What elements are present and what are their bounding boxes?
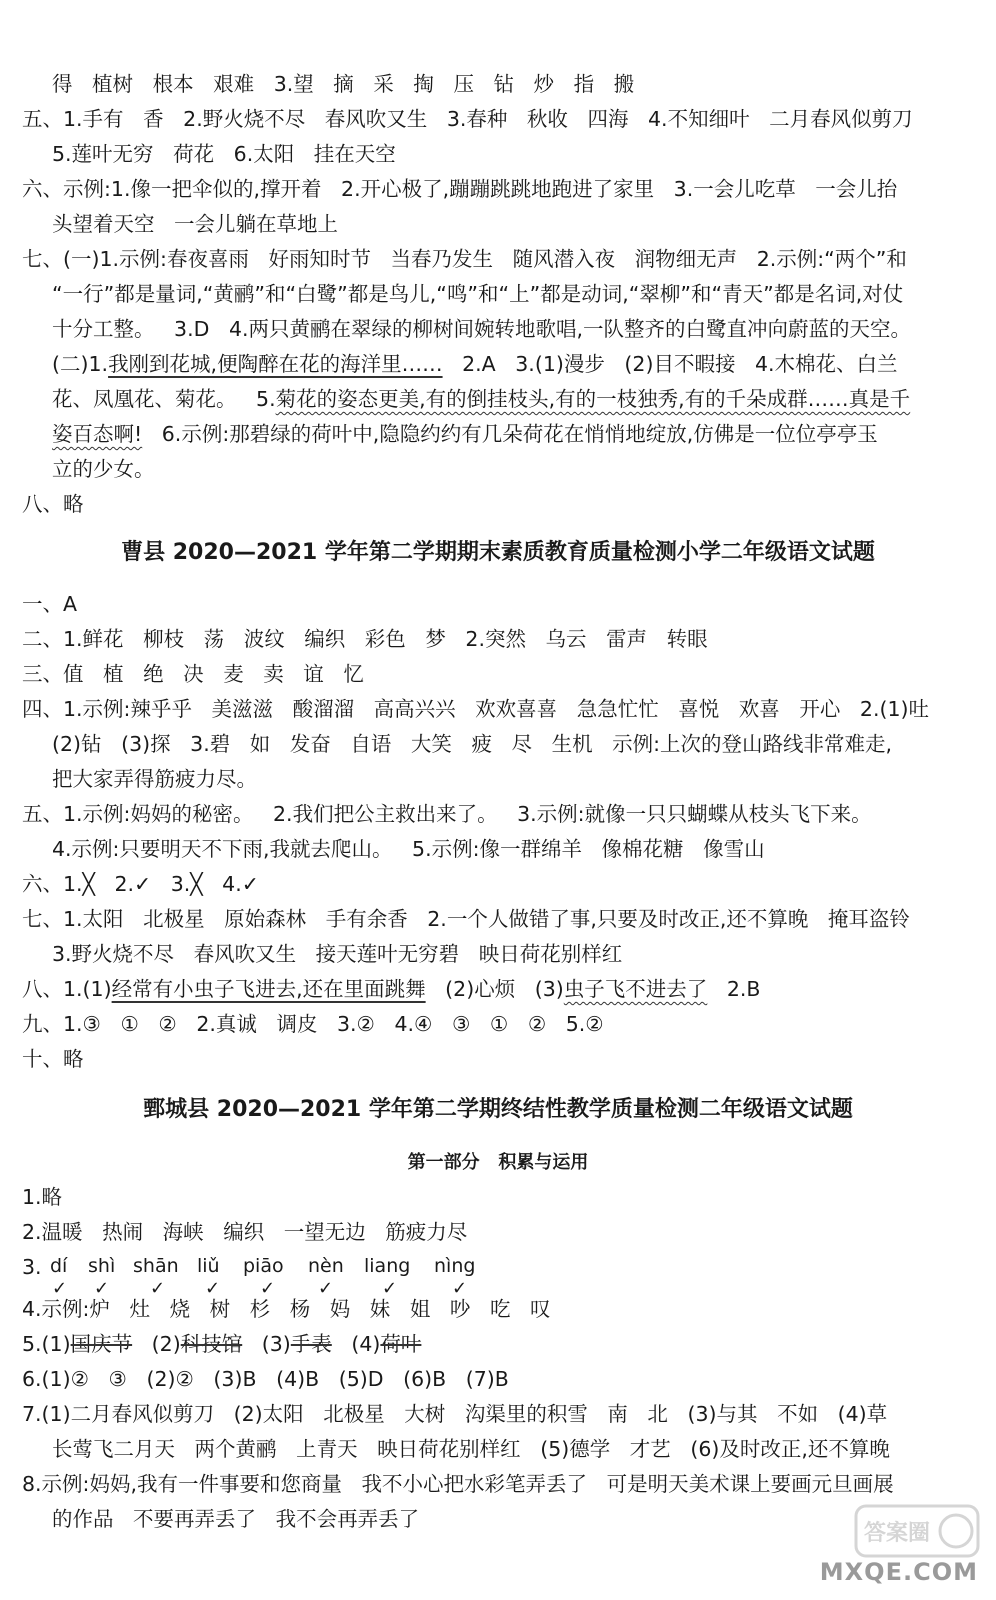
text-line: 1.略 [22,1185,63,1209]
text-segment: (2) [132,1332,181,1356]
check-mark-icon: ✓ [382,1278,398,1299]
text-line: 的作品 不要再弄丢了 我不会再弄丢了 [52,1507,420,1531]
text-segment: 5.(1) [22,1332,71,1356]
text-line: “一行”都是量词,“黄鹂”和“白鹭”都是鸟儿,“鸣”和“上”都是动词,“翠柳”和“青天”都是名词,对仗 [52,282,904,306]
text-line: 七、(一)1.示例:春夜喜雨 好雨知时节 当春乃发生 随风潜入夜 润物细无声 2.示例:“两个”和 [22,247,907,271]
text-line: 一、A [22,592,78,616]
watermark-logo-text: 答案圈 [864,1521,931,1546]
text-line [52,352,898,376]
text-line: 十、略 [22,1047,84,1071]
text-line: 六、1.╳ 2.✓ 3.╳ 4.✓ [22,872,259,896]
text-segment: 花、凤凰花、菊花。 5. [52,387,276,411]
text-segment: (4) [331,1332,381,1356]
text-segment: 6.示例:那碧绿的荷叶中,隐隐约约有几朵荷花在悄悄地绽放,仿佛是一位位亭亭玉 [142,422,878,446]
text-line [52,422,878,446]
text-line: 5.莲叶无穷 荷花 6.太阳 挂在天空 [52,142,396,166]
text-line: 立的少女。 [52,457,155,481]
check-mark-icon: ✓ [52,1278,68,1299]
text-line: 九、1.③ ① ② 2.真诚 调皮 3.② 4.④ ③ ① ② 5.② [22,1012,604,1036]
text-line: 二、1.鲜花 柳枝 荡 波纹 编织 彩色 梦 2.突然 乌云 雷声 转眼 [22,627,708,651]
wavy-underlined-answer: 虫子飞不进去了 [563,977,708,1001]
check-mark-icon: ✓ [205,1278,221,1299]
underlined-answer: 我刚到花城,便陶醉在花的海洋里…… [108,352,443,376]
text-line: 头望着天空 一会儿躺在草地上 [52,212,339,236]
text-line [22,977,760,1001]
section-subtitle: 第一部分 积累与运用 [407,1152,589,1173]
section-title: 曹县 2020—2021 学年第二学期期末素质教育质量检测小学二年级语文试题 [121,540,875,565]
text-line: (2)钻 (3)探 3.碧 如 发奋 自语 大笑 疲 尽 生机 示例:上次的登山路线非常难走, [52,732,893,756]
text-segment: (3) [242,1332,291,1356]
text-line: 四、1.示例:辣乎乎 美滋滋 酸溜溜 高高兴兴 欢欢喜喜 急急忙忙 喜悦 欢喜 开心 2.(1)吐 [22,697,930,721]
check-mark-icon: ✓ [260,1278,276,1299]
wavy-underlined-answer: 菊花的姿态更美,有的倒挂枝头,有的一枝独秀,有的千朵成群……真是千 [275,387,911,411]
text-line: 长莺飞二月天 两个黄鹂 上青天 映日荷花别样红 (5)德学 才艺 (6)及时改正,还不算晚 [52,1437,890,1461]
text-line: 3.野火烧不尽 春风吹又生 接天莲叶无穷碧 映日荷花别样红 [52,942,623,966]
wavy-underlined-answer: 姿百态啊! [52,422,143,446]
text-line [52,387,910,411]
check-mark-icon: ✓ [452,1278,468,1299]
text-line: 得 植树 根本 艰难 3.望 摘 采 掏 压 钻 炒 指 搬 [52,72,635,96]
check-mark-icon: ✓ [94,1278,110,1299]
text-line: 4.示例:炉 灶 烧 树 杉 杨 妈 妹 姐 吵 吃 叹 [22,1297,551,1321]
text-line: 七、1.太阳 北极星 原始森林 手有余香 2.一个人做错了事,只要及时改正,还不算晚 掩耳盗铃 [22,907,910,931]
pinyin: piāo [243,1255,284,1277]
pinyin: nìng [434,1255,476,1277]
text-segment: 2.B [707,977,761,1001]
pinyin: liang [364,1255,411,1277]
text-segment: (二)1. [52,352,109,376]
text-segment: 八、1.(1) [22,977,112,1001]
text-line: 8.示例:妈妈,我有一件事要和您商量 我不小心把水彩笔弄丢了 可是明天美术课上要画元旦画展 [22,1472,894,1496]
struck-word: 荷叶 [380,1332,422,1356]
text-segment: 2.A 3.(1)漫步 (2)目不暇接 4.木棉花、白兰 [442,352,898,376]
text-segment: (2)心烦 (3) [425,977,564,1001]
text-line: 6.(1)② ③ (2)② (3)B (4)B (5)D (6)B (7)B [22,1367,509,1391]
text-line: 五、1.示例:妈妈的秘密。 2.我们把公主救出来了。 3.示例:就像一只只蝴蝶从枝头飞下来。 [22,802,872,826]
section-title: 鄄城县 2020—2021 学年第二学期终结性教学质量检测二年级语文试题 [143,1097,853,1122]
text-line: 2.温暖 热闹 海峡 编织 一望无边 筋疲力尽 [22,1220,468,1244]
text-line: 六、示例:1.像一把伞似的,撑开着 2.开心极了,蹦蹦跳跳地跑进了家里 3.一会儿吃草 一会儿抬 [22,177,898,201]
text-line: 7.(1)二月春风似剪刀 (2)太阳 北极星 大树 沟渠里的积雪 南 北 (3)与其 不如 (4)草 [22,1402,888,1426]
underlined-answer: 经常有小虫子飞进去,还在里面跳舞 [111,977,426,1001]
pinyin: nèn [308,1255,344,1277]
text-line: 三、值 植 绝 决 麦 卖 谊 忆 [22,662,364,686]
question-number: 3. [22,1255,42,1279]
text-line: 十分工整。 3.D 4.两只黄鹂在翠绿的柳树间婉转地歌唱,一队整齐的白鹭直冲向蔚蓝的天空。 [52,317,912,341]
struck-word: 国庆节 [70,1332,133,1356]
check-mark-icon: ✓ [318,1278,334,1299]
text-line: 五、1.手有 香 2.野火烧不尽 春风吹又生 3.春种 秋收 四海 4.不知细叶 二月春风似剪刀 [22,107,913,131]
pinyin: liǔ [197,1255,220,1277]
check-mark-icon: ✓ [150,1278,166,1299]
text-line: 把大家弄得筋疲力尽。 [52,767,257,791]
text-line: 八、略 [22,492,84,516]
watermark-site: MXQE.COM [819,1558,978,1586]
pinyin: shì [88,1255,116,1277]
pinyin: shān [133,1255,179,1277]
pinyin: dí [50,1255,68,1277]
text-line: 4.示例:只要明天不下雨,我就去爬山。 5.示例:像一群绵羊 像棉花糖 像雪山 [52,837,765,861]
text-line [22,1332,421,1356]
struck-word: 手表 [290,1332,332,1356]
struck-word: 科技馆 [180,1332,243,1356]
